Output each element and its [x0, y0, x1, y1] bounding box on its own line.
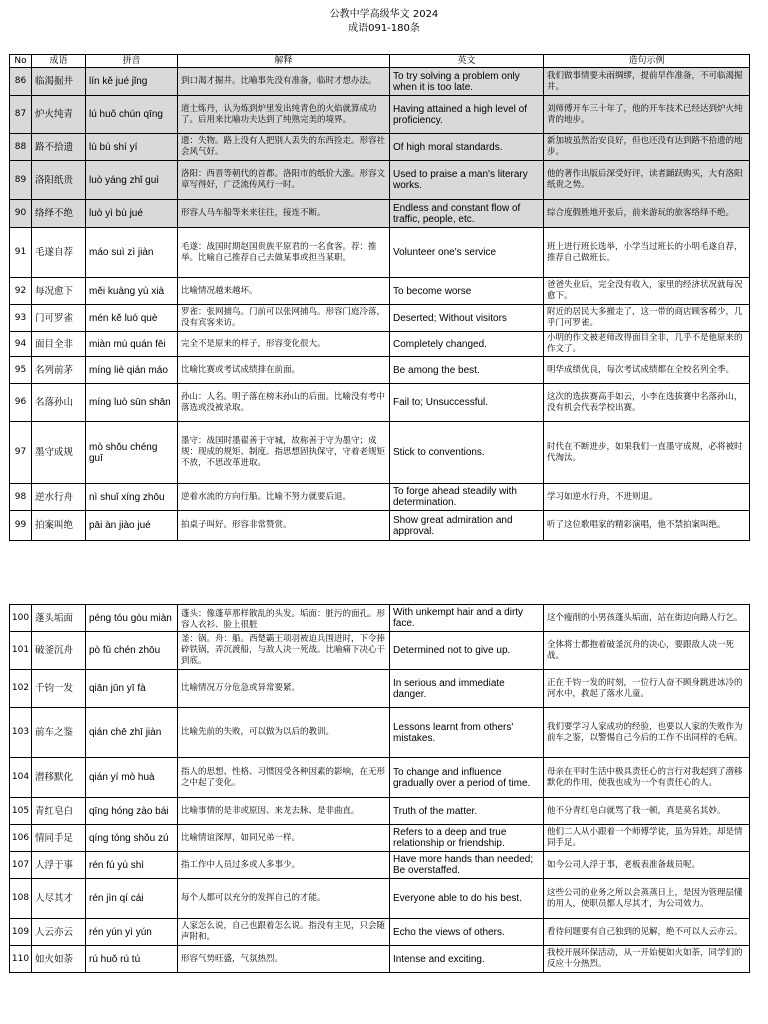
pinyin-cell: qián chē zhī jiàn — [86, 708, 178, 758]
idiom-cell: 门可罗雀 — [32, 305, 86, 332]
meaning-cell: 到口渴才掘井。比喻事先没有准备，临时才想办法。 — [178, 68, 390, 96]
row-number: 108 — [10, 879, 32, 919]
meaning-cell: 每个人都可以充分的发挥自己的才能。 — [178, 879, 390, 919]
english-cell: Be among the best. — [390, 357, 544, 384]
row-number: 96 — [10, 384, 32, 422]
idiom-cell: 前车之鉴 — [32, 708, 86, 758]
row-number: 88 — [10, 134, 32, 161]
meaning-cell: 逆着水流的方向行船。比喻不努力就要后退。 — [178, 484, 390, 511]
english-cell: Truth of the matter. — [390, 798, 544, 825]
pinyin-cell: rú huǒ rú tú — [86, 946, 178, 973]
example-cell: 小明的作文被老师改得面目全非，几乎不是他原来的作文了。 — [544, 332, 750, 357]
table-row — [10, 200, 750, 228]
example-cell: 他的著作出版后深受好评，读者踊跃购买，大有洛阳纸贵之势。 — [544, 161, 750, 200]
table-row — [10, 605, 750, 632]
meaning-cell: 比喻情况万分危急或异常要紧。 — [178, 670, 390, 708]
english-cell: To try solving a problem only when it is too late. — [390, 68, 544, 96]
table-row — [10, 825, 750, 852]
pinyin-cell: pāi àn jiào jué — [86, 511, 178, 541]
pinyin-cell: rén jìn qí cái — [86, 879, 178, 919]
english-cell: To become worse — [390, 278, 544, 305]
table-row — [10, 305, 750, 332]
pinyin-cell: luò yì bù jué — [86, 200, 178, 228]
idiom-cell: 人云亦云 — [32, 919, 86, 946]
example-cell: 爸爸失业后，完全没有收入，家里的经济状况就每况愈下。 — [544, 278, 750, 305]
table-row — [10, 670, 750, 708]
idiom-cell: 络绎不绝 — [32, 200, 86, 228]
example-cell: 正在千钧一发的时刻，一位行人奋不顾身跳进冰冷的河水中，救起了落水儿童。 — [544, 670, 750, 708]
table-row — [10, 134, 750, 161]
row-number: 110 — [10, 946, 32, 973]
english-cell: Completely changed. — [390, 332, 544, 357]
meaning-cell: 洛阳：西晋等朝代的首都。洛阳市的纸价大涨。形容文章写得好，广泛流传风行一时。 — [178, 161, 390, 200]
row-number: 94 — [10, 332, 32, 357]
idiom-cell: 炉火纯青 — [32, 96, 86, 134]
table-row — [10, 946, 750, 973]
row-number: 87 — [10, 96, 32, 134]
table-row — [10, 758, 750, 798]
idiom-cell: 拍案叫绝 — [32, 511, 86, 541]
row-number: 107 — [10, 852, 32, 879]
idiom-cell: 人尽其才 — [32, 879, 86, 919]
idiom-cell: 每况愈下 — [32, 278, 86, 305]
example-cell: 我们要学习人家成功的经验，也要以人家的失败作为前车之鉴，以警惕自己今后的工作不出同样的毛病。 — [544, 708, 750, 758]
row-number: 91 — [10, 228, 32, 278]
english-cell: Having attained a high level of proficiency. — [390, 96, 544, 134]
row-number: 86 — [10, 68, 32, 96]
column-header-pinyin: 拼音 — [86, 55, 178, 68]
idiom-table-2 — [9, 604, 750, 973]
table-row — [10, 879, 750, 919]
pinyin-cell: míng liè qián máo — [86, 357, 178, 384]
row-number: 103 — [10, 708, 32, 758]
meaning-cell: 形容气势旺盛，气氛热烈。 — [178, 946, 390, 973]
row-number: 93 — [10, 305, 32, 332]
table-row — [10, 798, 750, 825]
table-row — [10, 68, 750, 96]
idiom-cell: 人浮于事 — [32, 852, 86, 879]
idiom-table-1 — [9, 54, 750, 541]
table-row — [10, 384, 750, 422]
column-header-idiom: 成语 — [32, 55, 86, 68]
idiom-cell: 蓬头垢面 — [32, 605, 86, 632]
table-row — [10, 161, 750, 200]
table-row — [10, 484, 750, 511]
meaning-cell: 比喻事情的是非或原因、来龙去脉、是非曲直。 — [178, 798, 390, 825]
row-number: 98 — [10, 484, 32, 511]
table-row — [10, 228, 750, 278]
pinyin-cell: qīng hóng zào bái — [86, 798, 178, 825]
pinyin-cell: měi kuàng yù xià — [86, 278, 178, 305]
idiom-cell: 潜移默化 — [32, 758, 86, 798]
example-cell: 班上进行班长选举，小学当过班长的小明毛遂自荐，推荐自己做班长。 — [544, 228, 750, 278]
row-number: 102 — [10, 670, 32, 708]
english-cell: In serious and immediate danger. — [390, 670, 544, 708]
column-header-no: No — [10, 55, 32, 68]
meaning-cell: 完全不是原来的样子，形容变化很大。 — [178, 332, 390, 357]
example-cell: 附近的居民大多搬走了，这一带的商店顾客稀少，几乎门可罗雀。 — [544, 305, 750, 332]
idiom-cell: 面目全非 — [32, 332, 86, 357]
english-cell: Lessons learnt from others' mistakes. — [390, 708, 544, 758]
example-cell: 这些公司的业务之所以会蒸蒸日上，是因为管理层懂的用人，使职员都人尽其才，为公司效力。 — [544, 879, 750, 919]
row-number: 92 — [10, 278, 32, 305]
row-number: 109 — [10, 919, 32, 946]
example-cell: 综合度假胜地开张后，前来游玩的旅客络绎不绝。 — [544, 200, 750, 228]
meaning-cell: 比喻先前的失败，可以做为以后的教训。 — [178, 708, 390, 758]
pinyin-cell: pò fǔ chén zhōu — [86, 632, 178, 670]
example-cell: 新加坡虽然治安良好，但也还没有达到路不拾遗的地步。 — [544, 134, 750, 161]
idiom-cell: 破釜沉舟 — [32, 632, 86, 670]
english-cell: Stick to conventions. — [390, 422, 544, 484]
pinyin-cell: qián yí mò huà — [86, 758, 178, 798]
row-number: 105 — [10, 798, 32, 825]
english-cell: Fail to; Unsuccessful. — [390, 384, 544, 422]
idiom-cell: 情同手足 — [32, 825, 86, 852]
example-cell: 母亲在平时生活中极具责任心的言行对我起到了潜移默化的作用，使我也成为一个有责任心的人。 — [544, 758, 750, 798]
row-number: 90 — [10, 200, 32, 228]
english-cell: Determined not to give up. — [390, 632, 544, 670]
example-cell: 学习如逆水行舟，不进则退。 — [544, 484, 750, 511]
english-cell: To forge ahead steadily with determination. — [390, 484, 544, 511]
meaning-cell: 蓬头：像蓬草那样散乱的头发。垢面：脏污的面孔。形容人衣衫、脸上很脏 — [178, 605, 390, 632]
idiom-cell: 墨守成规 — [32, 422, 86, 484]
table-row — [10, 852, 750, 879]
meaning-cell: 罗雀：张网捕鸟。门前可以张网捕鸟。形容门庭冷落，没有宾客来访。 — [178, 305, 390, 332]
example-cell: 如今公司人浮于事，老板表准备裁员呢。 — [544, 852, 750, 879]
pinyin-cell: luò yáng zhǐ guì — [86, 161, 178, 200]
example-cell: 他不分青红皂白就骂了我一顿，真是莫名其妙。 — [544, 798, 750, 825]
english-cell: Refers to a deep and true relationship or friendship. — [390, 825, 544, 852]
table-row — [10, 96, 750, 134]
pinyin-cell: lú huǒ chún qīng — [86, 96, 178, 134]
pinyin-cell: qiān jūn yī fà — [86, 670, 178, 708]
meaning-cell: 道士炼丹，认为炼到炉里发出纯青色的火焰就算成功了。后用来比喻功夫达到了纯熟完美的境界。 — [178, 96, 390, 134]
row-number: 99 — [10, 511, 32, 541]
example-cell: 全体将士都抱着破釜沉舟的决心，要跟敌人决一死战。 — [544, 632, 750, 670]
idiom-cell: 青红皂白 — [32, 798, 86, 825]
example-cell: 我们做事情要未雨绸缪，提前早作准备，不可临渴掘井。 — [544, 68, 750, 96]
english-cell: Deserted; Without visitors — [390, 305, 544, 332]
pinyin-cell: lín kě jué jǐng — [86, 68, 178, 96]
idiom-cell: 名落孙山 — [32, 384, 86, 422]
table-row — [10, 278, 750, 305]
english-cell: Of high moral standards. — [390, 134, 544, 161]
english-cell: Used to praise a man's literary works. — [390, 161, 544, 200]
meaning-cell: 比喻情况越来越坏。 — [178, 278, 390, 305]
meaning-cell: 遗：失物。路上没有人把别人丢失的东西捡走。形容社会风气好。 — [178, 134, 390, 161]
pinyin-cell: mò shǒu chéng guī — [86, 422, 178, 484]
row-number: 89 — [10, 161, 32, 200]
table-row — [10, 511, 750, 541]
english-cell: Volunteer one's service — [390, 228, 544, 278]
table-row — [10, 632, 750, 670]
table-body-1 — [10, 68, 750, 541]
table-row — [10, 332, 750, 357]
meaning-cell: 人家怎么说，自己也跟着怎么说。指没有主见，只会随声附和。 — [178, 919, 390, 946]
table-row — [10, 357, 750, 384]
idiom-cell: 逆水行舟 — [32, 484, 86, 511]
meaning-cell: 墨守：战国时墨翟善于守城，故称善于守为墨守；成规：现成的规矩、制度。指思想固执保守，守着老规矩不放，不思改革进取。 — [178, 422, 390, 484]
table-body-2 — [10, 605, 750, 973]
column-header-meaning: 解释 — [178, 55, 390, 68]
meaning-cell: 比喻情谊深厚，如同兄弟一样。 — [178, 825, 390, 852]
meaning-cell: 指人的思想、性格、习惯因受各种因素的影响，在无形之中起了变化。 — [178, 758, 390, 798]
example-cell: 刘师傅开车三十年了，他的开车技术已经达到炉火纯青的地步。 — [544, 96, 750, 134]
row-number: 95 — [10, 357, 32, 384]
pinyin-cell: mén kě luó què — [86, 305, 178, 332]
meaning-cell: 毛遂：战国时期赵国贵族平原君的一名食客。荐：推举。比喻自己推荐自己去做某事或担当某职。 — [178, 228, 390, 278]
meaning-cell: 釜：锅。舟：船。西楚霸王项羽被迫兵围进时，下令捧碎铁锅，弄沉渡船，与敌人决一死战。比喻痛下决心干到底。 — [178, 632, 390, 670]
row-number: 97 — [10, 422, 32, 484]
meaning-cell: 拍桌子叫好。形容非常赞赏。 — [178, 511, 390, 541]
column-header-english: 英文 — [390, 55, 544, 68]
pinyin-cell: míng luò sūn shān — [86, 384, 178, 422]
example-cell: 他们二人从小跟着一个师傅学徒，虽为异姓，却是情同手足。 — [544, 825, 750, 852]
row-number: 100 — [10, 605, 32, 632]
meaning-cell: 形容人马车船等来来往往，接连不断。 — [178, 200, 390, 228]
english-cell: Show great admiration and approval. — [390, 511, 544, 541]
pinyin-cell: miàn mù quán fēi — [86, 332, 178, 357]
table-row — [10, 422, 750, 484]
pinyin-cell: máo suì zì jiàn — [86, 228, 178, 278]
example-cell: 明华成绩优良，每次考试成绩都在全校名列全季。 — [544, 357, 750, 384]
meaning-cell: 指工作中人员过多或人多事少。 — [178, 852, 390, 879]
page-title: 公教中学高级华文 2024 — [329, 9, 439, 20]
example-cell: 这个瘦削的小男孩蓬头垢面，站在街边向路人行乞。 — [544, 605, 750, 632]
idiom-cell: 如火如荼 — [32, 946, 86, 973]
table-row — [10, 919, 750, 946]
idiom-cell: 洛阳纸贵 — [32, 161, 86, 200]
row-number: 106 — [10, 825, 32, 852]
english-cell: With unkempt hair and a dirty face. — [390, 605, 544, 632]
idiom-cell: 毛遂自荐 — [32, 228, 86, 278]
row-number: 104 — [10, 758, 32, 798]
example-cell: 我校开展环保活动，从一开始便如火如荼，同学们的反应十分热烈。 — [544, 946, 750, 973]
english-cell: Endless and constant flow of traffic, people, etc. — [390, 200, 544, 228]
english-cell: To change and influence gradually over a period of time. — [390, 758, 544, 798]
idiom-cell: 路不拾遗 — [32, 134, 86, 161]
pinyin-cell: rén fú yú shì — [86, 852, 178, 879]
table-header-row — [10, 55, 750, 68]
example-cell: 时代在不断进步，如果我们一直墨守成规，必将被时代淘汰。 — [544, 422, 750, 484]
row-number: 101 — [10, 632, 32, 670]
example-cell: 看待问题要有自己独到的见解，绝不可以人云亦云。 — [544, 919, 750, 946]
pinyin-cell: qíng tóng shǒu zú — [86, 825, 178, 852]
english-cell: Intense and exciting. — [390, 946, 544, 973]
table-row — [10, 708, 750, 758]
pinyin-cell: rén yún yì yún — [86, 919, 178, 946]
example-cell: 这次的选拔赛高手如云，小李在选拔赛中名落孙山，没有机会代表学校出赛。 — [544, 384, 750, 422]
meaning-cell: 孙山：人名。明子落在榜末孙山的后面。比喻没有考中落选或没被录取。 — [178, 384, 390, 422]
english-cell: Have more hands than needed; Be overstaffed. — [390, 852, 544, 879]
meaning-cell: 比喻比赛或考试成绩排在前面。 — [178, 357, 390, 384]
page-subtitle: 成语091-180条 — [348, 23, 420, 34]
english-cell: Echo the views of others. — [390, 919, 544, 946]
idiom-cell: 千钧一发 — [32, 670, 86, 708]
idiom-cell: 名列前茅 — [32, 357, 86, 384]
column-header-example: 造句示例 — [544, 55, 750, 68]
pinyin-cell: nì shuǐ xíng zhōu — [86, 484, 178, 511]
example-cell: 听了这位歌唱家的精彩演唱，他不禁拍案叫绝。 — [544, 511, 750, 541]
pinyin-cell: lù bù shí yí — [86, 134, 178, 161]
english-cell: Everyone able to do his best. — [390, 879, 544, 919]
idiom-cell: 临渴掘井 — [32, 68, 86, 96]
page-header — [0, 8, 768, 36]
pinyin-cell: péng tóu gòu miàn — [86, 605, 178, 632]
